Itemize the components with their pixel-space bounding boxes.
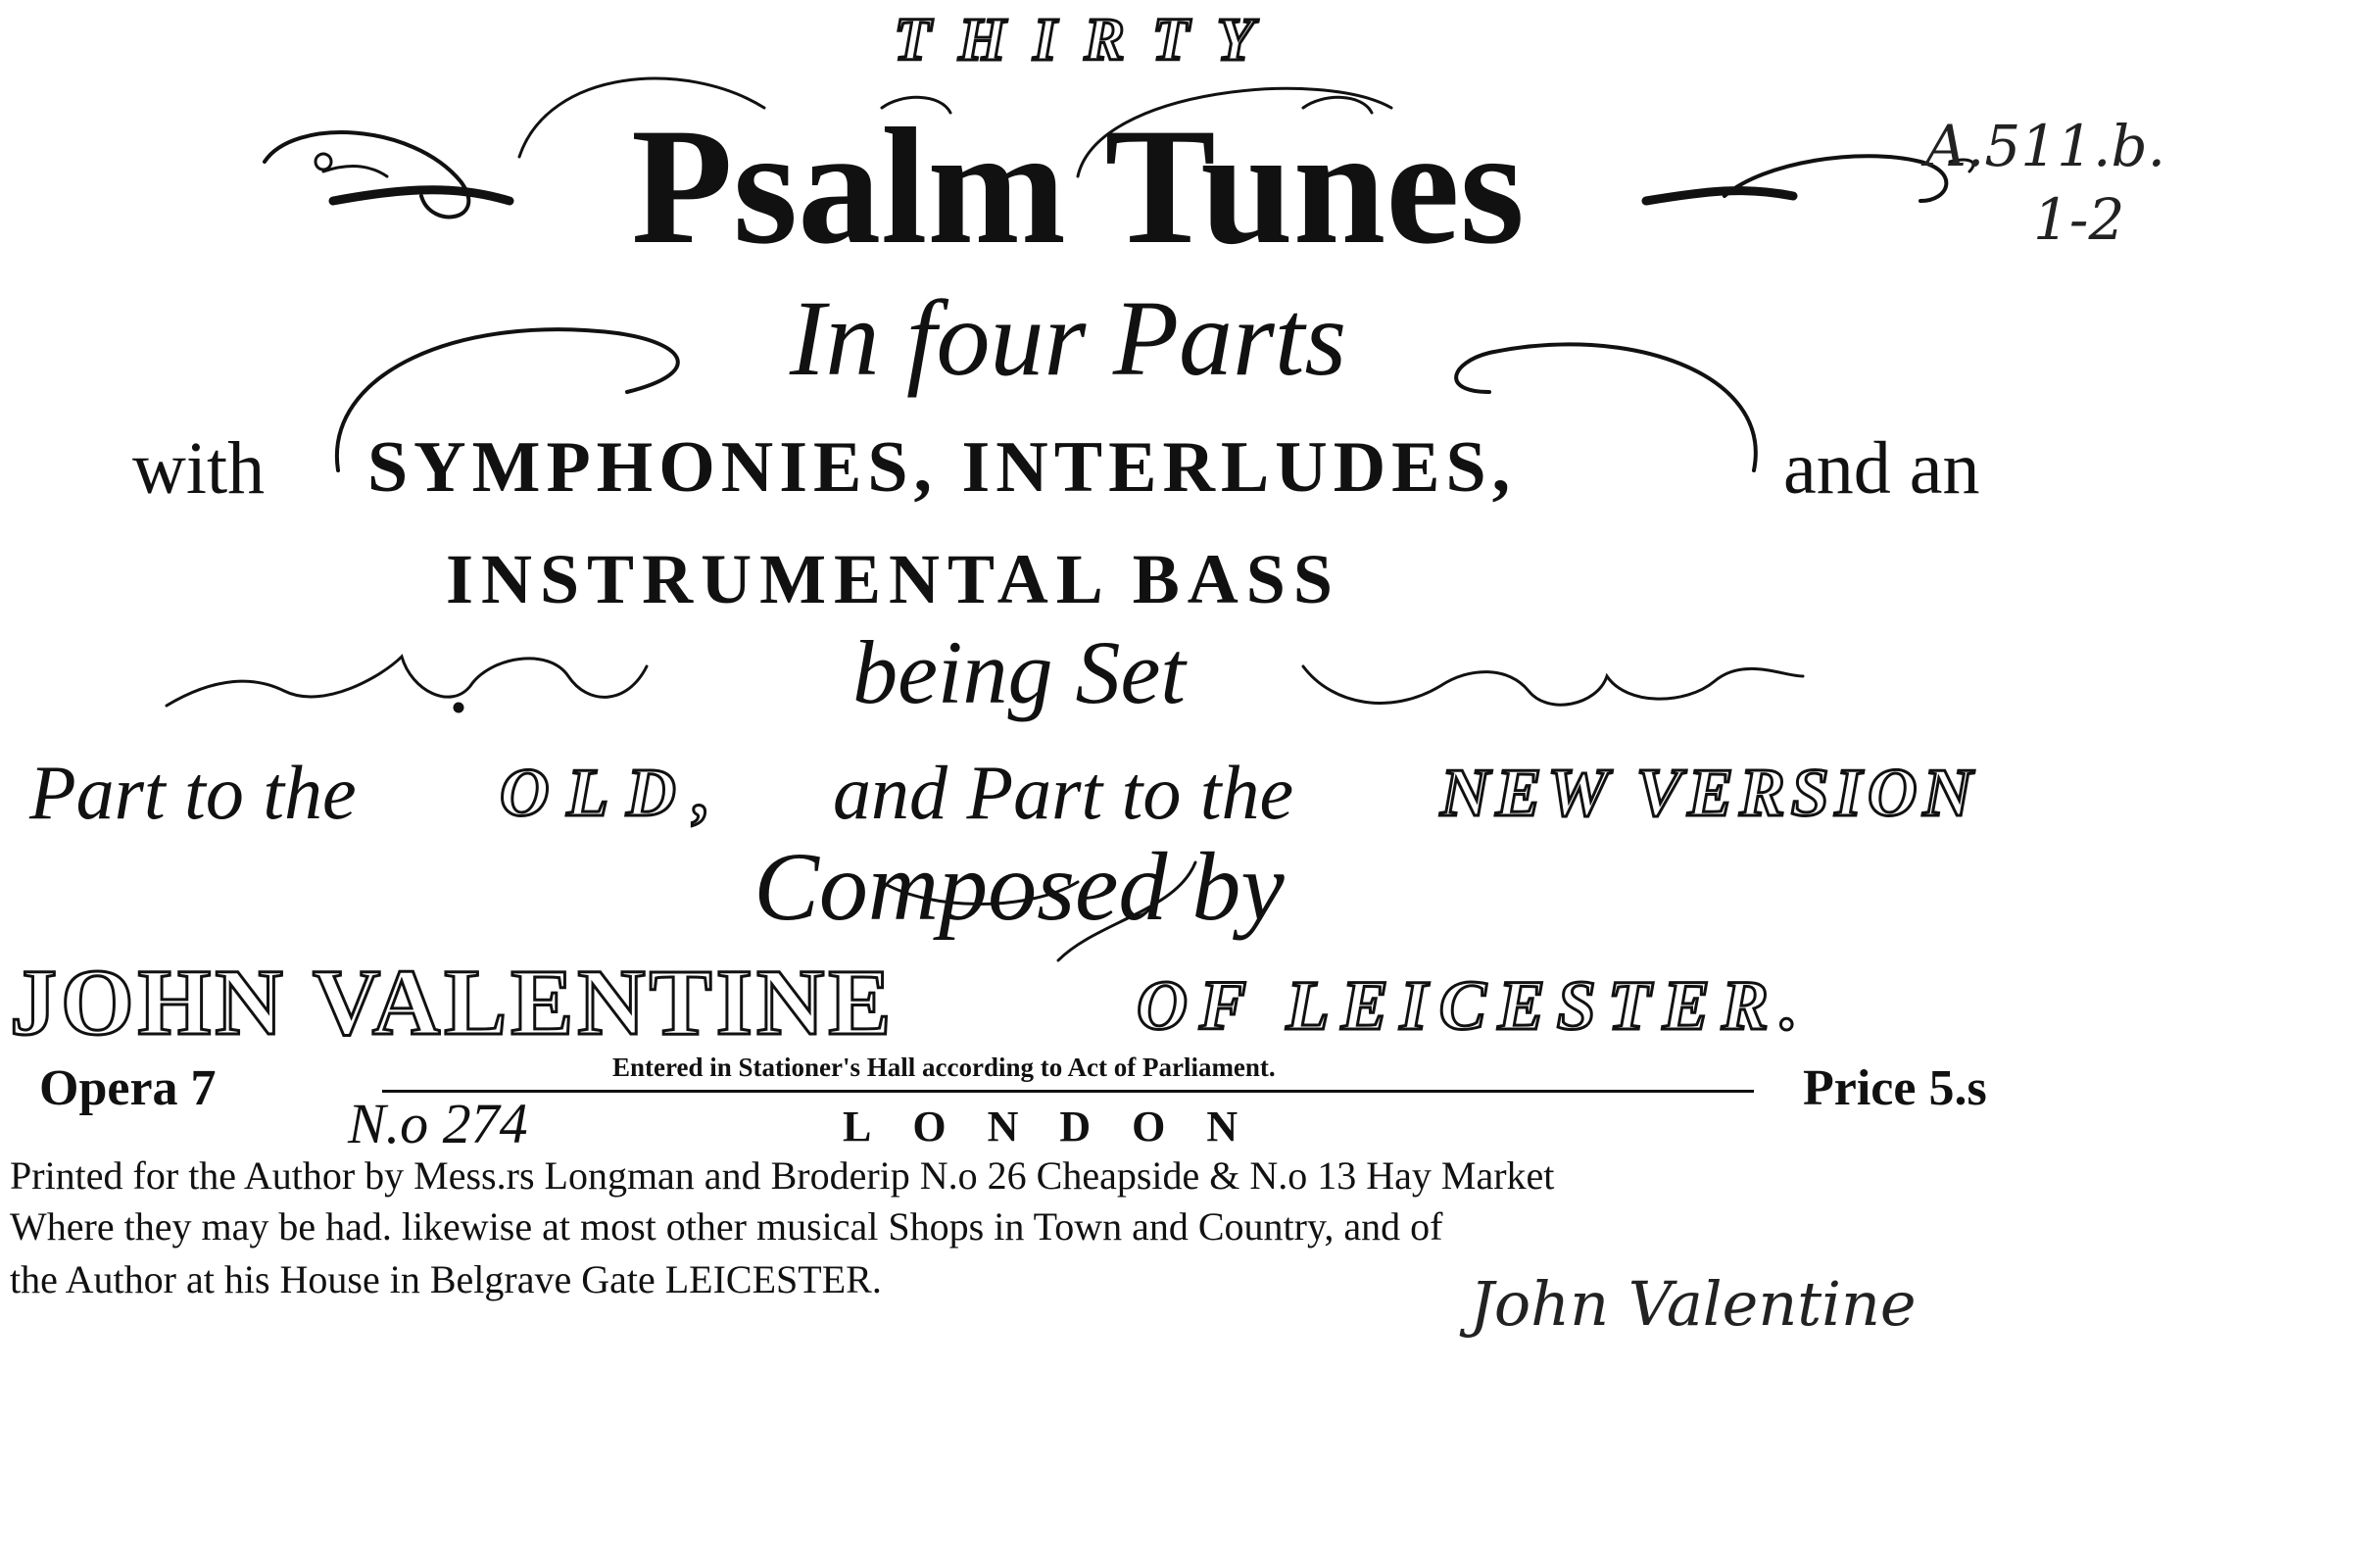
entered-notice: Entered in Stationer's Hall according to Act of Parliament. xyxy=(612,1053,1276,1082)
plate-number: N.o 274 xyxy=(348,1092,528,1155)
shelfmark: A.511.b. xyxy=(1925,113,2166,179)
price: Price 5.s xyxy=(1803,1060,1987,1116)
with-label: with xyxy=(132,427,266,510)
imprint-line: the Author at his House in Belgrave Gate LEICESTER. xyxy=(10,1257,882,1301)
title-main: Psalm Tunes xyxy=(631,94,1525,278)
instrumental-bass: INSTRUMENTAL BASS xyxy=(446,540,1340,618)
new-version: NEW VERSION xyxy=(1440,756,1979,831)
subtitle: In four Parts xyxy=(789,278,1347,398)
part-to-the: Part to the xyxy=(29,750,357,835)
imprint-line: Where they may be had. likewise at most other musical Shops in Town and Country, and of xyxy=(10,1204,1443,1249)
symphonies-interludes: SYMPHONIES, INTERLUDES, xyxy=(367,427,1517,508)
divider-rule xyxy=(382,1090,1754,1093)
opera-number: Opera 7 xyxy=(39,1060,217,1116)
title-top: THIRTY xyxy=(894,7,1282,74)
shelfmark: 1-2 xyxy=(2033,186,2125,253)
being-set: being Set xyxy=(852,622,1186,722)
and-an-label: and an xyxy=(1783,427,1980,510)
composer-name: JOHN VALENTINE xyxy=(10,950,896,1054)
signature: John Valentine xyxy=(1470,1268,1917,1340)
of-leicester: OF LEICESTER. xyxy=(1137,966,1810,1045)
london: LONDON xyxy=(843,1102,1280,1151)
imprint-line: Printed for the Author by Mess.rs Longman and Broderip N.o 26 Cheapside & N.o 13 Hay Market xyxy=(10,1153,1555,1198)
old-version: OLD, xyxy=(500,756,729,831)
and-part-to-the: and Part to the xyxy=(833,750,1294,835)
composed-by: Composed by xyxy=(753,832,1285,941)
